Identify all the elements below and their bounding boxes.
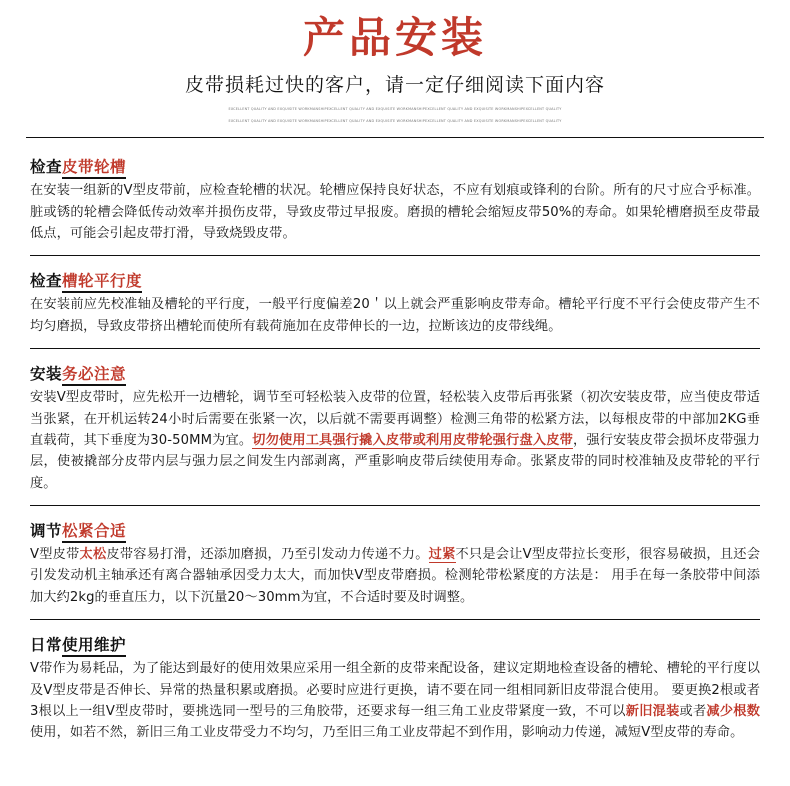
section-title-plain: 调节 bbox=[30, 522, 63, 541]
section-body bbox=[30, 544, 760, 608]
body-run: ，强行安装皮带会损坏皮带强力层，使被撬部分皮带内层与强力层之间发生内部剥离，严重影响皮带后续使用寿命。张紧皮带的同时校准轴及皮带轮的平行度。 bbox=[30, 432, 761, 491]
body-run: 或者 bbox=[679, 703, 707, 719]
section-title bbox=[30, 633, 760, 655]
body-emphasis: 太松 bbox=[79, 547, 107, 563]
section-title-highlight: 务必注意 bbox=[62, 365, 126, 386]
body-emphasis: 减少根数 bbox=[706, 703, 761, 719]
body-run: 使用，如若不然，新旧三角工业皮带受力不均匀，乃至旧三角工业皮带起不到作用，影响动力传递，减短V型皮带的寿命。 bbox=[30, 725, 744, 741]
body-run: V型皮带 bbox=[30, 547, 80, 563]
section-title-plain: 检查 bbox=[30, 272, 63, 291]
section-title-plain: 安装 bbox=[30, 365, 63, 384]
section-title-highlight: 皮带轮槽 bbox=[62, 158, 126, 179]
section-daily-maintenance bbox=[30, 620, 760, 744]
section-body bbox=[30, 658, 760, 744]
content-body bbox=[0, 138, 790, 743]
body-run: V带作为易耗品，为了能达到最好的使用效果应采用一组全新的皮带来配设备，建议定期地检查设备的槽轮、槽轮的平行度以及V型皮带是否伸长、异常的热量积累或磨损。必要时应进行更换，请不要在同一组相同新旧皮带混合使用。 要更换2根或者3根以上一组V型皮带时，要挑选同一型号的三角胶带，还要求每一组三角工业皮带紧度一致，不可以 bbox=[30, 661, 760, 719]
body-run: 在安装前应先校准轴及槽轮的平行度，一般平行度偏差20＇以上就会严重影响皮带寿命。槽轮平行度不平行会使皮带产生不均匀磨损，导致皮带挤出槽轮而使所有载荷施加在皮带伸长的一边，拉断该边的皮带线绳。 bbox=[30, 297, 760, 334]
body-run: 皮带容易打滑，还添加磨损，乃至引发动力传递不力。 bbox=[106, 547, 429, 563]
body-emphasis: 切勿使用工具强行撬入皮带或利用皮带轮强行盘入皮带 bbox=[252, 432, 573, 448]
section-title-highlight: 使用维护 bbox=[62, 636, 126, 657]
section-title-plain: 日常 bbox=[30, 636, 63, 655]
section-body bbox=[30, 294, 760, 337]
section-body bbox=[30, 387, 760, 494]
section-title bbox=[30, 155, 760, 177]
section-body bbox=[30, 180, 760, 244]
section-title-plain: 检查 bbox=[30, 158, 63, 177]
section-title-highlight: 松紧合适 bbox=[62, 522, 126, 543]
micro-text-line-1: EXCELLENT QUALITY AND EXQUISITE WORKMANSHIPEXCELLENT QUALITY AND EXQUISITE WORKMANSHIPEXCELLENT QUALITY AND EXQUISITE WORKMANSHIPEXCELLENT QUALITY bbox=[228, 107, 562, 112]
section-title bbox=[30, 362, 760, 384]
body-run: 不只是会让V型皮带拉长变形，很容易破损，且还会引发发动机主轴承还有离合器轴承因受力太大，而加快V型皮带磨损。检测轮带松紧度的方法是： 用手在每一条胶带中间添加大约2kg的垂直压力，以下沉量20～30mm为宜，不合适时要及时调整。 bbox=[30, 547, 760, 605]
micro-text-line-2: EXCELLENT QUALITY AND EXQUISITE WORKMANSHIPEXCELLENT QUALITY AND EXQUISITE WORKMANSHIPEXCELLENT QUALITY AND EXQUISITE WORKMANSHIPEXCELLENT QUALITY bbox=[228, 119, 562, 124]
section-title-highlight: 槽轮平行度 bbox=[62, 272, 142, 293]
page-title: 产品安装 bbox=[302, 13, 487, 62]
body-run: 在安装一组新的V型皮带前，应检查轮槽的状况。轮槽应保持良好状态，不应有划痕或锋利的台阶。所有的尺寸应合乎标准。脏或锈的轮槽会降低传动效率并损伤皮带，导致皮带过早报废。磨损的槽轮会缩短皮带50%的寿命。如果轮槽磨损至皮带最低点，可能会引起皮带打滑，导致烧毁皮带。 bbox=[30, 183, 760, 242]
section-pulley-groove-check bbox=[30, 142, 760, 256]
page-subtitle: 皮带损耗过快的客户，请一定仔细阅读下面内容 bbox=[184, 74, 605, 97]
body-run: 安装V型皮带时，应先松开一边槽轮，调节至可轻松装入皮带的位置，轻松装入皮带后再张紧（初次安装皮带，应当使皮带适当张紧，在开机运转24小时后需要在张紧一次，以后就不需要再调整）检测三角带的松紧方法，以每根皮带的中部加2KG垂直载荷，其下垂度为30-50MM为宜。 bbox=[30, 390, 760, 448]
section-title bbox=[30, 269, 760, 291]
section-installation-cautions bbox=[30, 349, 760, 506]
section-title bbox=[30, 519, 760, 541]
page-header bbox=[0, 0, 790, 138]
section-pulley-parallelism-check bbox=[30, 256, 760, 349]
body-emphasis: 过紧 bbox=[428, 547, 456, 563]
section-tension-adjustment bbox=[30, 506, 760, 620]
body-emphasis: 新旧混装 bbox=[625, 703, 680, 719]
